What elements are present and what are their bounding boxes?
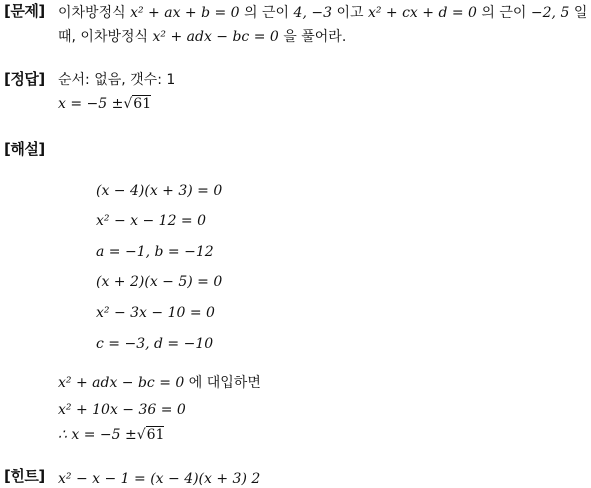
sqrt-symbol: √ bbox=[123, 96, 133, 112]
explanation-step: x² − 3x − 10 = 0 bbox=[96, 305, 215, 321]
problem-text: 의 근이 bbox=[481, 5, 527, 21]
explanation-step: x² − x − 12 = 0 bbox=[96, 213, 207, 229]
explanation-step: a = −1, b = −12 bbox=[96, 244, 214, 260]
equation: x² + adx − bc = 0 bbox=[58, 375, 185, 391]
problem-line-1 bbox=[58, 4, 587, 22]
problem-line-2 bbox=[58, 28, 346, 46]
problem-text: 의 근이 bbox=[244, 5, 290, 21]
roots: −2, 5 bbox=[530, 5, 570, 21]
sqrt-symbol: √ bbox=[136, 427, 146, 443]
explanation-step: (x − 4)(x + 3) = 0 bbox=[96, 183, 223, 199]
hint-text: x² − x − 1 = (x − 4)(x + 3) 2 bbox=[58, 471, 261, 487]
substitution-line bbox=[58, 374, 261, 392]
answer-label: [정답] bbox=[4, 70, 45, 88]
equation: x² + ax + b = 0 bbox=[130, 5, 240, 21]
explanation-step: c = −3, d = −10 bbox=[96, 336, 214, 352]
problem-text: 이차방정식 bbox=[58, 5, 126, 21]
problem-text: 때, 이차방정식 bbox=[58, 29, 149, 45]
equation: x² + adx − bc = 0 bbox=[152, 29, 279, 45]
result-equation: x² + 10x − 36 = 0 bbox=[58, 402, 186, 418]
radicand: 61 bbox=[133, 96, 152, 112]
answer-solution bbox=[58, 95, 151, 113]
explanation-step: (x + 2)(x − 5) = 0 bbox=[96, 274, 223, 290]
answer-equation: x = −5 ± bbox=[58, 96, 124, 112]
problem-text: 일 bbox=[573, 5, 588, 21]
equation: x² + cx + d = 0 bbox=[367, 5, 477, 21]
final-equation: ∴ x = −5 ± bbox=[58, 427, 137, 443]
problem-text: 이고 bbox=[336, 5, 364, 21]
final-solution bbox=[58, 426, 164, 444]
substitution-text: 에 대입하면 bbox=[188, 375, 261, 391]
radicand: 61 bbox=[146, 427, 165, 443]
roots: 4, −3 bbox=[293, 5, 332, 21]
problem-text: 을 풀어라. bbox=[283, 29, 347, 45]
explanation-label: [해설] bbox=[4, 140, 45, 158]
hint-label: [힌트] bbox=[4, 467, 45, 485]
problem-label: [문제] bbox=[4, 2, 45, 20]
answer-order-count: 순서: 없음, 갯수: 1 bbox=[58, 72, 176, 88]
